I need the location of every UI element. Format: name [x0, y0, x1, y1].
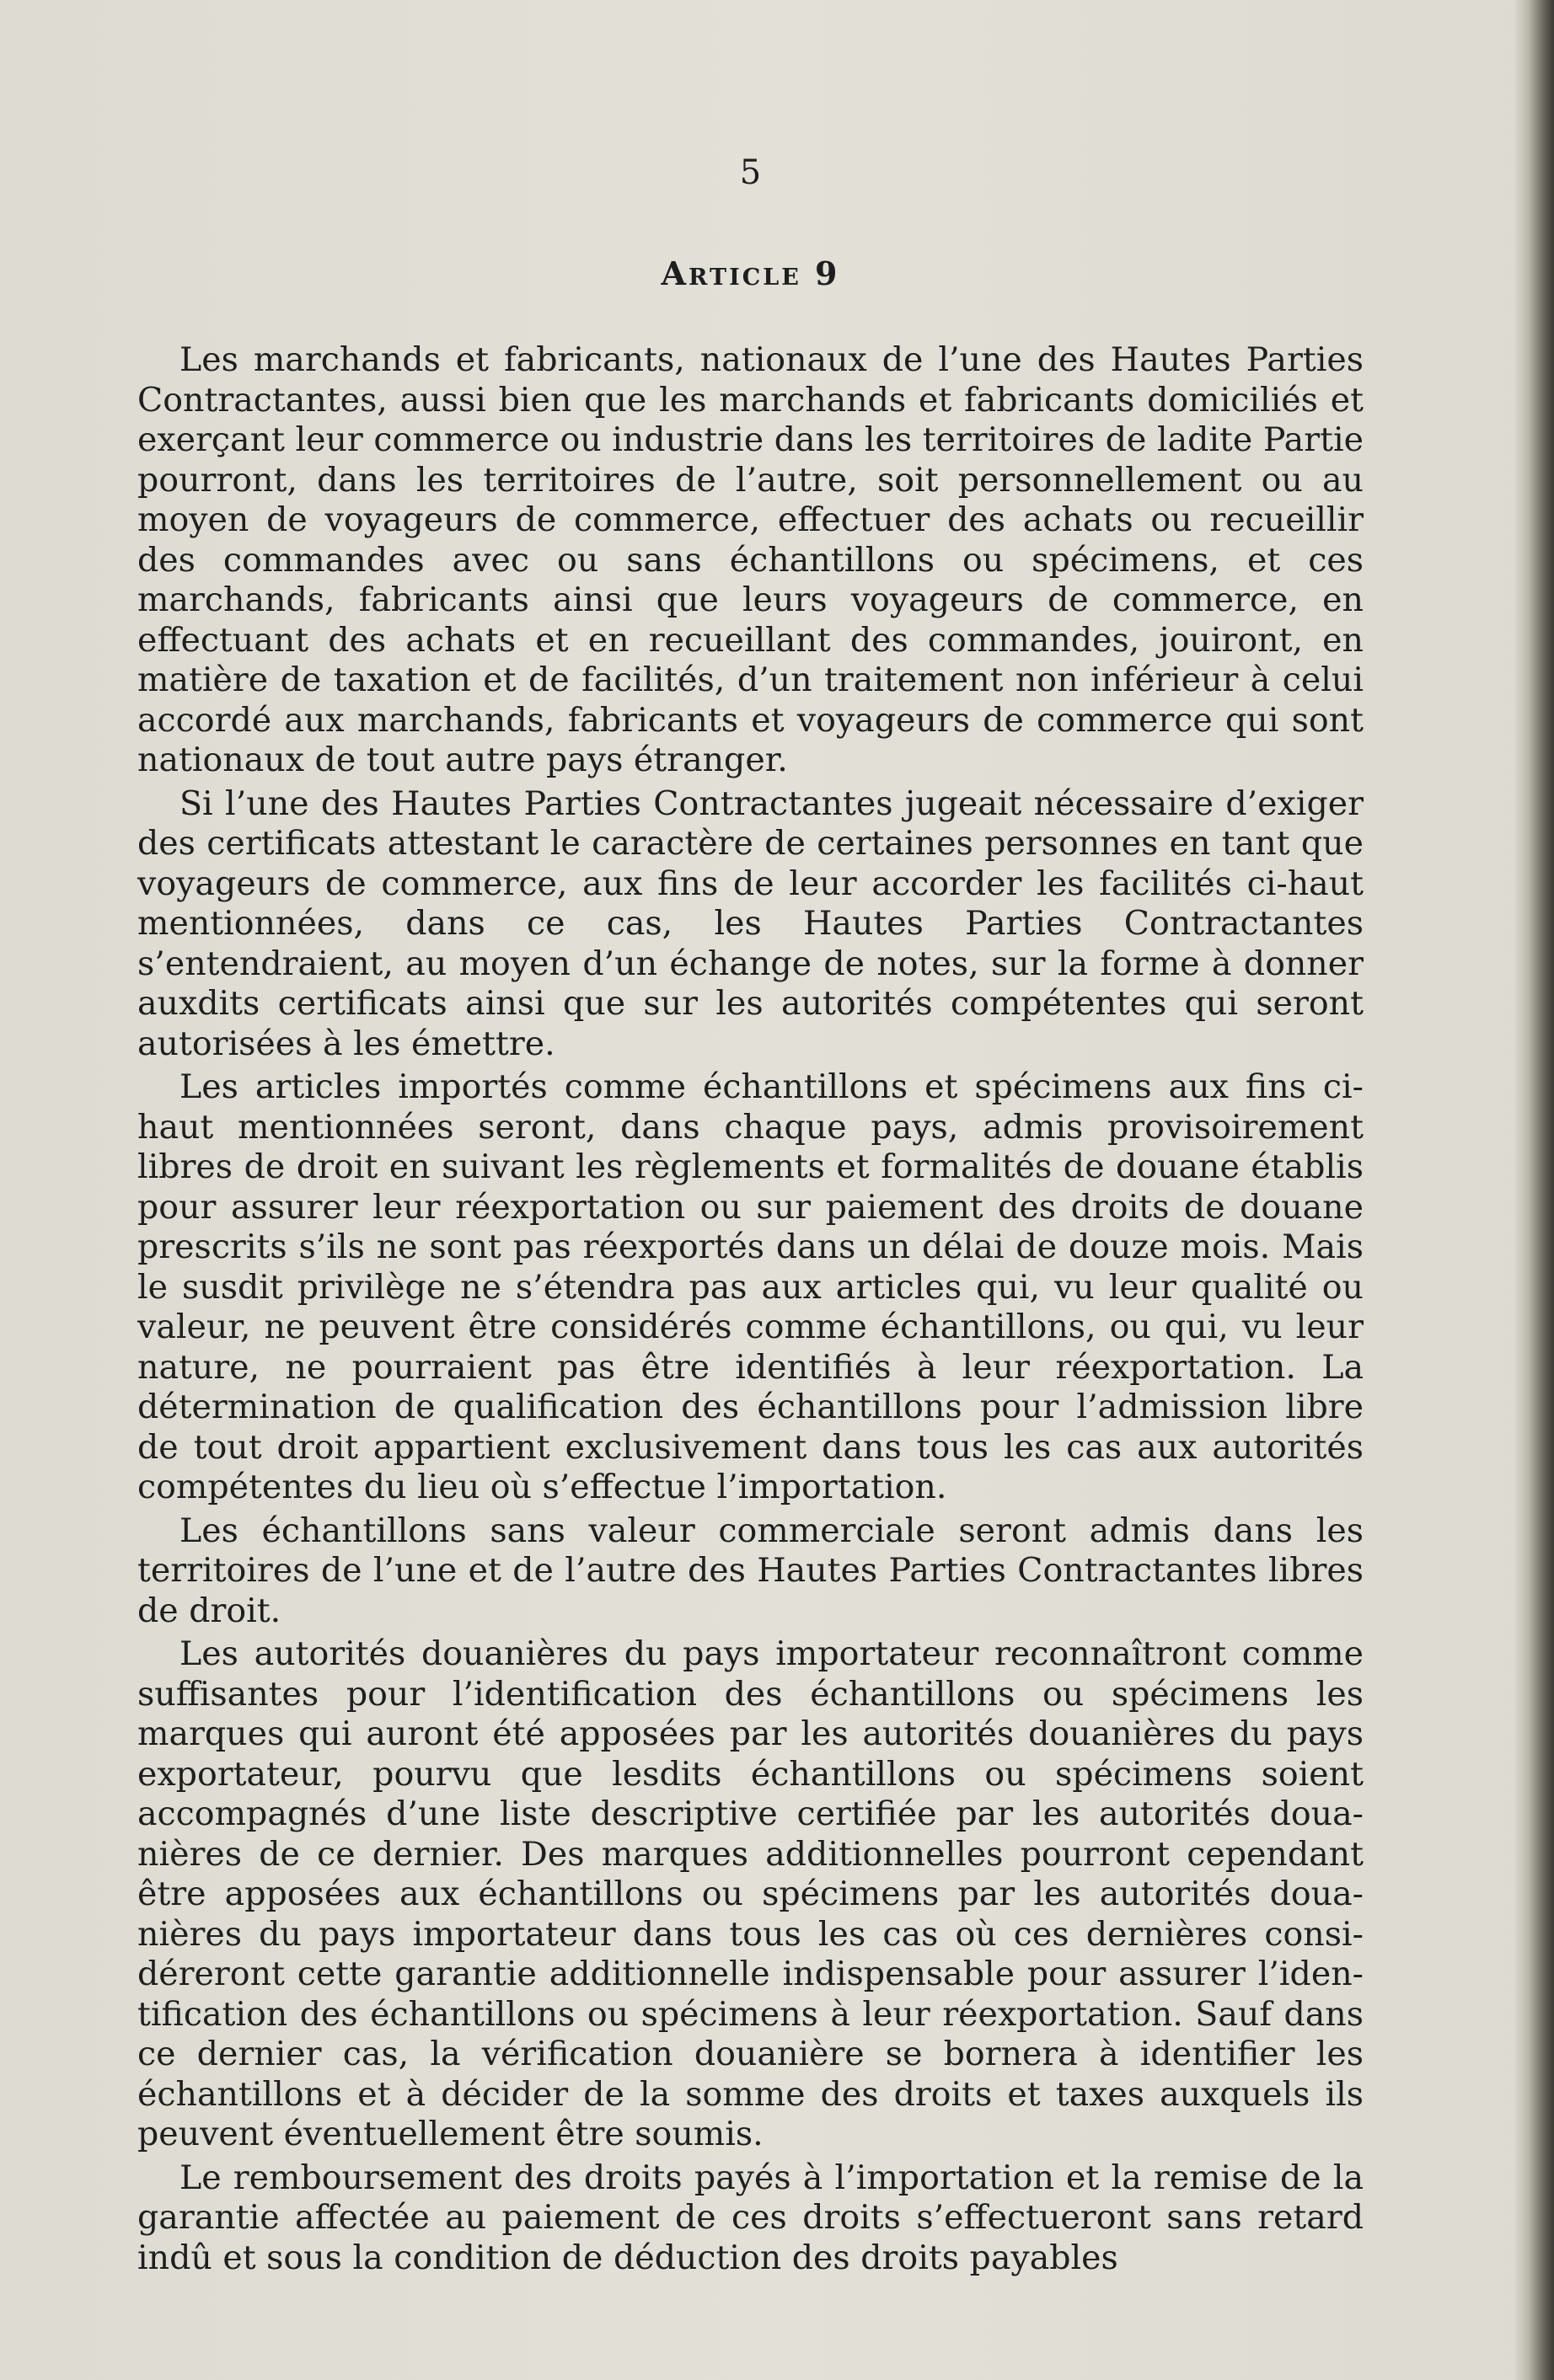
paragraph-6: Le remboursement des droits payés à l’importation et la remise de la garantie affectée au paiement de ces droits s’effectueront sans retard indû et sous la condition de déduction des droits payables [137, 2158, 1364, 2277]
paragraph-3: Les articles importés comme échantillons et spécimens aux fins ci-haut mentionnées seront, dans chaque pays, admis provisoirement libres de droit en suivant les règlements et formalités de douane établis pour assurer leur réexportation ou sur paiement des droits de douane prescrits s’ils ne sont pas réexportés dans un délai de douze mois. Mais le susdit privilège ne s’étendra pas aux articles qui, vu leur qualité ou valeur, ne peuvent être considérés comme échantillons, ou qui, vu leur nature, ne pourraient pas être identifiés à leur réexportation. La détermination de qualification des échantillons pour l’admission libre de tout droit appartient exclusivement dans tous les cas aux autorités compétentes du lieu où s’effectue l’importation. [137, 1067, 1364, 1506]
paragraph-2: Si l’une des Hautes Parties Contractantes jugeait nécessaire d’exiger des certificats attestant le caractère de certaines personnes en tant que voyageurs de commerce, aux fins de leur accorder les facilités ci-haut mentionnées, dans ce cas, les Hautes Parties Contractantes s’entendraient, au moyen d’un échange de notes, sur la forme à donner auxdits certificats ainsi que sur les autorités compétentes qui seront autorisées à les émettre. [137, 784, 1364, 1063]
paragraph-5: Les autorités douanières du pays importateur reconnaîtront comme suffisantes pour l’identification des échantillons ou spécimens les marques qui auront été apposées par les autorités douanières du pays exportateur, pourvu que lesdits échantillons ou spécimens soient accompagnés d’une liste descriptive certifiée par les autorités douanières de ce dernier. Des marques additionnelles pourront cependant être apposées aux échantillons ou spécimens par les autorités douanières du pays importateur dans tous les cas où ces dernières considéreront cette garantie additionnelle indispensable pour assurer l’identification des échantillons ou spécimens à leur réexportation. Sauf dans ce dernier cas, la vérification douanière se bornera à identifier les échantillons et à décider de la somme des droits et taxes auxquels ils peuvent éventuellement être soumis. [137, 1634, 1364, 2153]
article-heading-text: Article 9 [661, 254, 840, 292]
paragraph-1: Les marchands et fabricants, nationaux de l’une des Hautes Parties Contractantes, aussi bien que les marchands et fabricants domiciliés et exerçant leur commerce ou industrie dans les territoires de ladite Partie pourront, dans les territoires de l’autre, soit personnellement ou au moyen de voyageurs de commerce, effectuer des achats ou recueillir des commandes avec ou sans échantillons ou spécimens, et ces marchands, fabricants ainsi que leurs voyageurs de commerce, en effectuant des achats et en recueillant des commandes, jouiront, en matière de taxation et de facilités, d’un traitement non inférieur à celui accordé aux marchands, fabricants et voyageurs de commerce qui sont nationaux de tout autre pays étranger. [137, 340, 1364, 779]
text-block [137, 143, 1364, 2281]
page-number: 5 [739, 153, 762, 192]
article-heading [137, 244, 1364, 303]
book-spine-shadow [1515, 0, 1554, 2380]
paragraph-4: Les échantillons sans valeur commerciale seront admis dans les territoires de l’une et de l’autre des Hautes Parties Contractantes libres de droit. [137, 1511, 1364, 1630]
